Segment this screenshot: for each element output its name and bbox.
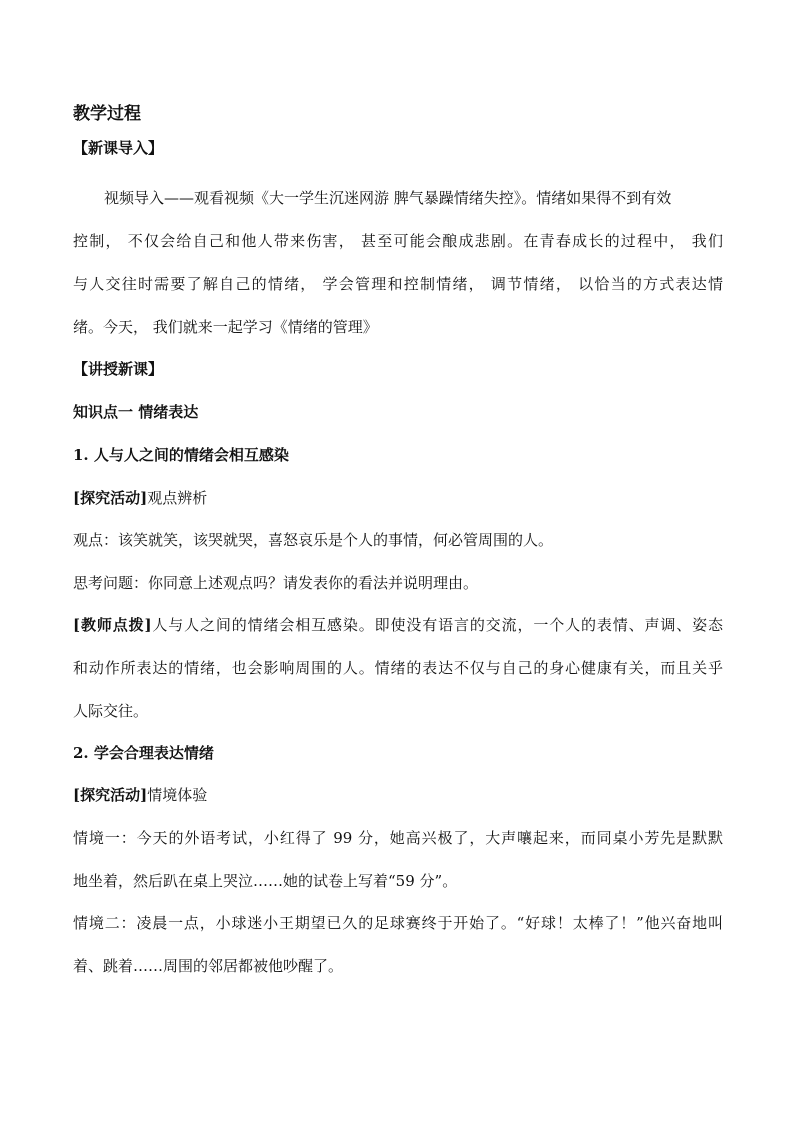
activity1-text: 观点辨析	[147, 489, 208, 507]
teacher-note-line-3: 人际交往。	[73, 702, 149, 720]
question-line: 思考问题：你同意上述观点吗？请发表你的看法并说明理由。	[73, 574, 479, 592]
teacher-note-line-2: 和动作所表达的情绪，也会影响周围的人。情绪的表达不仅与自己的身心健康有关，而且关乎	[73, 659, 723, 677]
scenario1-line-1: 情境一：今天的外语考试，小红得了 99 分，她高兴极了，大声嚷起来，而同桌小芳先是默默	[73, 829, 723, 847]
teacher-text-1: 人与人之间的情绪会相互感染。即使没有语言的交流，一个人的表情、声调、姿态	[151, 616, 723, 634]
scenario2-line-2: 着、跳着……周围的邻居都被他吵醒了。	[73, 957, 344, 975]
teacher-note-line-1	[73, 615, 723, 635]
viewpoint-line: 观点：该笑就笑，该哭就哭，喜怒哀乐是个人的事情，何必管周围的人。	[73, 531, 554, 549]
intro-paragraph-line-3: 与人交往时需要了解自己的情绪， 学会管理和控制情绪， 调节情绪， 以恰当的方式表达情	[73, 275, 723, 293]
activity2-line	[73, 785, 723, 805]
page-title: 教学过程	[73, 104, 141, 124]
point2-heading: 2. 学会合理表达情绪	[73, 744, 214, 762]
scenario1-line-2: 地坐着，然后趴在桌上哭泣……她的试卷上写着“59 分”。	[73, 872, 458, 890]
activity1-tag: [探究活动]	[73, 489, 148, 507]
activity2-text: 情境体验	[147, 786, 208, 804]
intro-paragraph-line-1: 视频导入——观看视频《大一学生沉迷网游 脾气暴躁情绪失控》。情绪如果得不到有效	[104, 189, 672, 207]
intro-paragraph-line-2: 控制， 不仅会给自己和他人带来伤害， 甚至可能会酿成悲剧。在青春成长的过程中， 我们	[73, 232, 723, 250]
section-heading-intro: 【新课导入】	[73, 139, 164, 157]
section-heading-lecture: 【讲授新课】	[73, 360, 164, 378]
intro-paragraph-line-4: 绪。今天， 我们就来一起学习《情绪的管理》	[73, 318, 378, 336]
scenario2-line-1: 情境二：凌晨一点，小球迷小王期望已久的足球赛终于开始了。“好球！太棒了！”他兴奋地叫	[73, 914, 723, 932]
point1-heading: 1. 人与人之间的情绪会相互感染	[73, 446, 289, 464]
teacher-tag: [教师点拨]	[73, 616, 152, 634]
knowledge-point-heading: 知识点一 情绪表达	[73, 403, 199, 421]
activity2-tag: [探究活动]	[73, 786, 148, 804]
activity1-line	[73, 488, 723, 508]
